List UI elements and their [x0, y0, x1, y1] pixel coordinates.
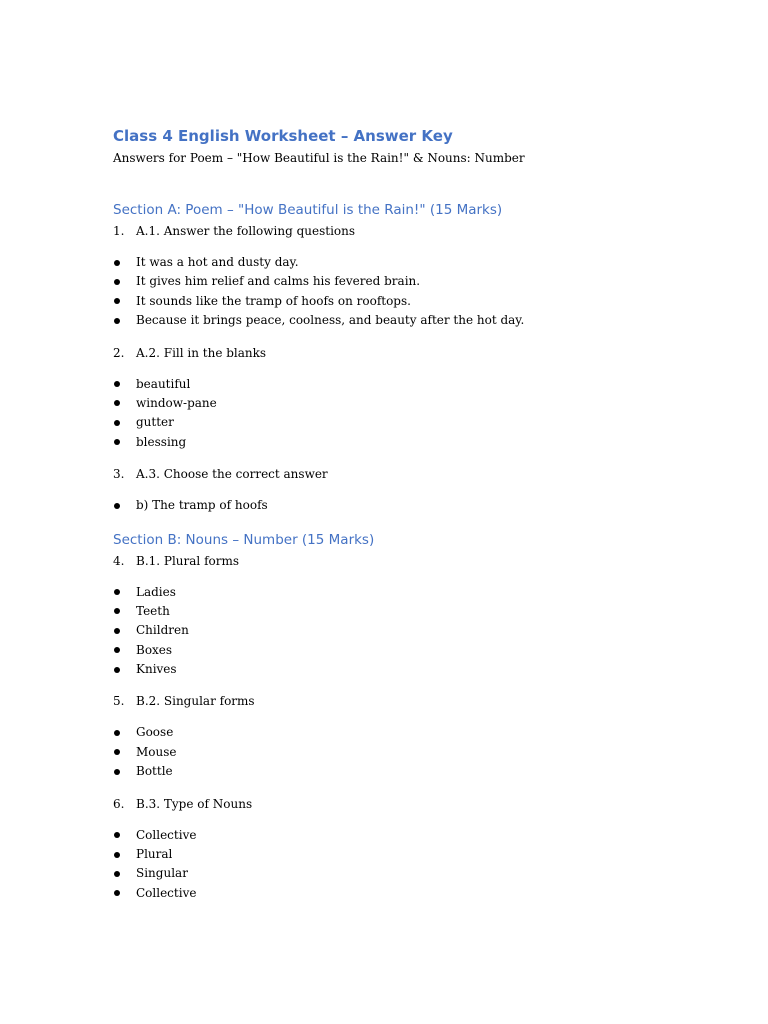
- bullet-icon: [114, 439, 120, 445]
- answer-item: [113, 375, 713, 394]
- bullet-icon: [114, 420, 120, 426]
- bullet-icon: [114, 298, 120, 304]
- answer-item: [113, 621, 713, 640]
- answer-text: Collective: [136, 827, 197, 842]
- bullet-icon: [114, 628, 120, 634]
- answer-item: [113, 272, 713, 291]
- answer-item: [113, 845, 713, 864]
- question-number: 4.: [113, 553, 125, 568]
- question-item: [113, 794, 713, 814]
- answer-text: Plural: [136, 847, 173, 862]
- bullet-icon: [114, 260, 120, 266]
- answer-item: [113, 723, 713, 742]
- document-title: Class 4 English Worksheet – Answer Key: [113, 127, 453, 145]
- answer-item: [113, 660, 713, 679]
- bullet-icon: [114, 503, 120, 509]
- answer-list: [113, 583, 713, 680]
- answer-text: It sounds like the tramp of hoofs on rooftops.: [136, 293, 411, 308]
- bullet-icon: [114, 279, 120, 285]
- answer-text: Ladies: [136, 584, 176, 599]
- answer-list: [113, 253, 713, 331]
- answer-item: [113, 311, 713, 330]
- question-item: [113, 221, 713, 241]
- answer-item: [113, 394, 713, 413]
- question-label: A.2. Fill in the blanks: [136, 345, 267, 360]
- question-label: B.3. Type of Nouns: [136, 796, 253, 811]
- bullet-icon: [114, 852, 120, 858]
- answer-text: Mouse: [136, 744, 177, 759]
- answer-item: [113, 826, 713, 845]
- bullet-icon: [114, 589, 120, 595]
- bullet-icon: [114, 749, 120, 755]
- question-number: 1.: [113, 224, 125, 238]
- answer-item: [113, 864, 713, 883]
- answer-list: [113, 826, 713, 904]
- bullet-icon: [114, 400, 120, 406]
- answer-item: [113, 762, 713, 781]
- answer-item: [113, 602, 713, 621]
- document-page: [113, 125, 713, 903]
- answer-list: [113, 723, 713, 781]
- bullet-icon: [114, 647, 120, 653]
- answer-text: gutter: [136, 415, 174, 430]
- answer-text: Boxes: [136, 642, 173, 657]
- question-item: [113, 551, 713, 571]
- document-subtitle: Answers for Poem – "How Beautiful is the Rain!" & Nouns: Number: [113, 151, 525, 165]
- answer-list: [113, 375, 713, 453]
- answer-item: [113, 433, 713, 452]
- answer-text: Collective: [136, 885, 197, 900]
- answer-text: It was a hot and dusty day.: [136, 255, 299, 269]
- question-number: 5.: [113, 694, 125, 709]
- section-b-heading: Section B: Nouns – Number (15 Marks): [113, 531, 375, 548]
- answer-item: [113, 496, 713, 515]
- answer-item: [113, 292, 713, 311]
- bullet-icon: [114, 608, 120, 614]
- bullet-icon: [114, 871, 120, 877]
- question-number: 2.: [113, 345, 125, 360]
- answer-list: [113, 496, 713, 515]
- answer-text: beautiful: [136, 376, 191, 391]
- answer-item: [113, 743, 713, 762]
- bullet-icon: [114, 667, 120, 673]
- answer-item: [113, 583, 713, 602]
- question-number: 3.: [113, 467, 125, 482]
- answer-text: Children: [136, 623, 189, 638]
- answer-text: Knives: [136, 662, 177, 677]
- answer-text: Teeth: [136, 603, 170, 618]
- answer-item: [113, 884, 713, 903]
- question-label: A.3. Choose the correct answer: [136, 467, 328, 482]
- answer-item: [113, 253, 713, 272]
- bullet-icon: [114, 381, 120, 387]
- bullet-icon: [114, 832, 120, 838]
- question-item: [113, 343, 713, 363]
- answer-text: It gives him relief and calms his fevered brain.: [136, 274, 421, 289]
- bullet-icon: [114, 769, 120, 775]
- answer-item: [113, 641, 713, 660]
- bullet-icon: [114, 318, 120, 324]
- answer-text: blessing: [136, 434, 187, 449]
- bullet-icon: [114, 730, 120, 736]
- question-label: A.1. Answer the following questions: [136, 224, 356, 238]
- bullet-icon: [114, 890, 120, 896]
- question-item: [113, 691, 713, 711]
- section-a-heading: Section A: Poem – "How Beautiful is the Rain!" (15 Marks): [113, 202, 503, 218]
- answer-text: b) The tramp of hoofs: [136, 498, 268, 513]
- question-label: B.1. Plural forms: [136, 553, 240, 568]
- answer-text: window-pane: [136, 395, 217, 410]
- answer-item: [113, 413, 713, 432]
- question-label: B.2. Singular forms: [136, 694, 255, 709]
- answer-text: Goose: [136, 725, 174, 740]
- question-number: 6.: [113, 796, 125, 811]
- question-item: [113, 464, 713, 484]
- answer-text: Singular: [136, 866, 188, 881]
- answer-text: Bottle: [136, 764, 173, 779]
- answer-text: Because it brings peace, coolness, and beauty after the hot day.: [136, 313, 525, 328]
